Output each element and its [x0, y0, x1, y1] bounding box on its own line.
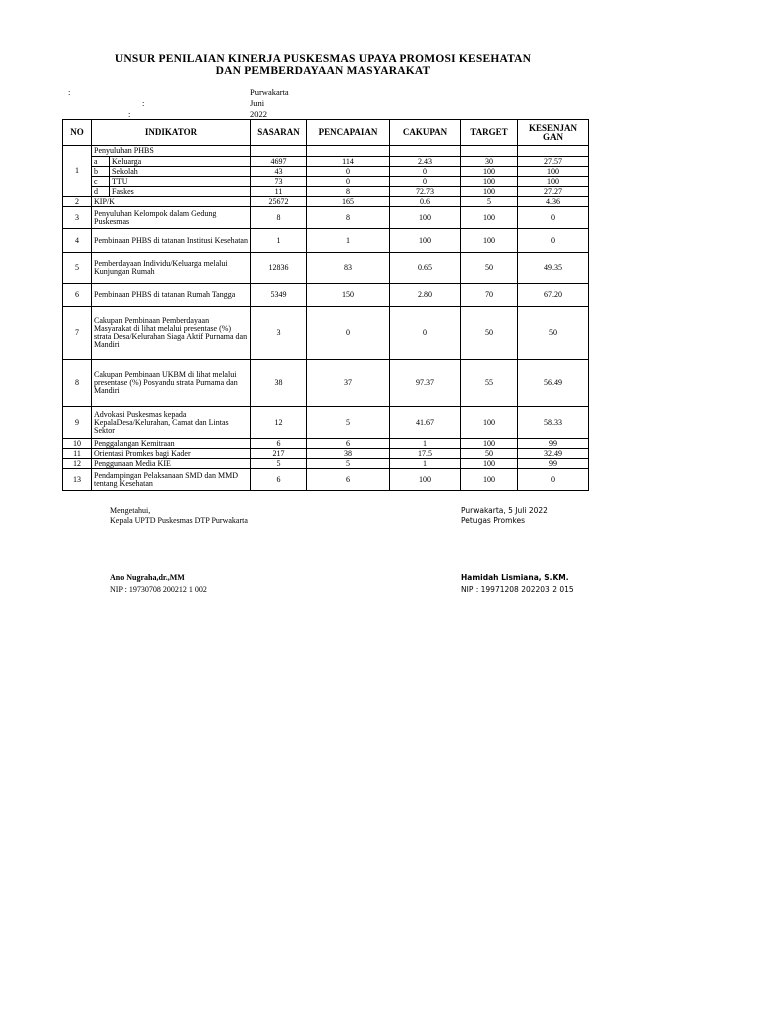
cell-sasaran: 38 — [251, 360, 307, 407]
table-row — [63, 177, 589, 187]
cell-no: 10 — [63, 439, 92, 449]
cell-sasaran: 11 — [251, 187, 307, 197]
cell-pencapaian: 0 — [307, 307, 390, 360]
cell-cakupan: 41.67 — [390, 407, 461, 439]
cell-no: 5 — [63, 253, 92, 284]
signature-right-name: Hamidah Lismiana, S.KM. — [461, 573, 569, 582]
cell-cakupan: 0 — [390, 177, 461, 187]
cell-pencapaian: 5 — [307, 459, 390, 469]
meta-colon-3: : — [128, 109, 131, 119]
cell-kesenjangan: 100 — [518, 167, 589, 177]
cell-no: 12 — [63, 459, 92, 469]
cell-target: 50 — [461, 449, 518, 459]
cell-no: 1 — [63, 146, 92, 197]
cell-sasaran: 5 — [251, 459, 307, 469]
cell-kesenjangan: 0 — [518, 207, 589, 229]
cell-sasaran: 217 — [251, 449, 307, 459]
cell-kesenjangan: 49.35 — [518, 253, 589, 284]
cell-indikator: Pemberdayaan Individu/Keluarga melalui Kunjungan Rumah — [92, 253, 251, 284]
cell-cakupan: 17.5 — [390, 449, 461, 459]
cell-target: 100 — [461, 459, 518, 469]
cell-no: 7 — [63, 307, 92, 360]
signature-left-nip: NIP : 19730708 200212 1 002 — [110, 585, 207, 594]
table-row — [63, 157, 589, 167]
cell-pencapaian: 8 — [307, 187, 390, 197]
cell-target: 100 — [461, 439, 518, 449]
cell-group-title: Penyuluhan PHBS — [92, 146, 251, 157]
cell-sasaran: 73 — [251, 177, 307, 187]
cell-letter: b — [92, 167, 110, 177]
signature-right-nip: NIP : 19971208 202203 2 015 — [461, 585, 574, 594]
cell-letter: a — [92, 157, 110, 167]
cell-target: 70 — [461, 284, 518, 307]
cell-pencapaian: 0 — [307, 177, 390, 187]
cell-kesenjangan: 50 — [518, 307, 589, 360]
cell-no: 13 — [63, 469, 92, 491]
meta-colon-1: : — [68, 87, 71, 97]
cell-kesenjangan: 100 — [518, 177, 589, 187]
table-row — [63, 307, 589, 360]
cell-kesenjangan: 27.57 — [518, 157, 589, 167]
signature-left-name: Ano Nugraha,dr.,MM — [110, 573, 185, 582]
cell-indikator: Cakupan Pembinaan Pemberdayaan Masyarakat di lihat melalui presentase (%) strata Desa/Kelurahan Siaga Aktif Purnama dan Mandiri — [92, 307, 251, 360]
cell-sasaran: 12 — [251, 407, 307, 439]
cell-target: 100 — [461, 407, 518, 439]
cell-indikator: Penyuluhan Kelompok dalam Gedung Puskesmas — [92, 207, 251, 229]
cell-sasaran: 4697 — [251, 157, 307, 167]
cell-sasaran: 43 — [251, 167, 307, 177]
table-row — [63, 459, 589, 469]
cell-no: 3 — [63, 207, 92, 229]
cell-indikator: Orientasi Promkes bagi Kader — [92, 449, 251, 459]
cell-target: 100 — [461, 469, 518, 491]
cell-sasaran: 5349 — [251, 284, 307, 307]
table-row — [63, 253, 589, 284]
cell-sasaran: 8 — [251, 207, 307, 229]
cell-no: 9 — [63, 407, 92, 439]
cell-pencapaian: 8 — [307, 207, 390, 229]
cell-kesenjangan: 56.49 — [518, 360, 589, 407]
cell-sasaran: 3 — [251, 307, 307, 360]
cell-cakupan: 0.65 — [390, 253, 461, 284]
cell-cakupan: 100 — [390, 469, 461, 491]
title-line-2: DAN PEMBERDAYAAN MASYARAKAT — [215, 65, 431, 77]
cell-target: 55 — [461, 360, 518, 407]
table-row — [63, 207, 589, 229]
header-kesenjangan: KESENJAN GAN — [518, 120, 589, 146]
title-line-1: UNSUR PENILAIAN KINERJA PUSKESMAS UPAYA PROMOSI KESEHATAN — [114, 53, 532, 65]
header-target: TARGET — [461, 120, 518, 146]
cell-kesenjangan: 58.33 — [518, 407, 589, 439]
cell-indikator: Pembinaan PHBS di tatanan Institusi Kesehatan — [92, 229, 251, 253]
cell-pencapaian: 0 — [307, 167, 390, 177]
cell-indikator: Keluarga — [110, 157, 251, 167]
cell-indikator: Sekolah — [110, 167, 251, 177]
cell-target: 100 — [461, 167, 518, 177]
signature-right-line1: Purwakarta, 5 Juli 2022 — [461, 506, 548, 515]
cell-target: 50 — [461, 253, 518, 284]
signature-right — [461, 506, 548, 526]
meta-year: 2022 — [250, 109, 267, 119]
cell-indikator: Faskes — [110, 187, 251, 197]
table-row — [63, 167, 589, 177]
cell-cakupan: 0.6 — [390, 197, 461, 207]
cell-pencapaian: 114 — [307, 157, 390, 167]
cell-pencapaian: 5 — [307, 407, 390, 439]
table-row — [63, 197, 589, 207]
cell-kesenjangan: 0 — [518, 229, 589, 253]
table-row — [63, 360, 589, 407]
cell-target: 50 — [461, 307, 518, 360]
cell-indikator: Advokasi Puskesmas kepada KepalaDesa/Kelurahan, Camat dan Lintas Sektor — [92, 407, 251, 439]
table-row — [63, 449, 589, 459]
table-header-row — [63, 120, 589, 146]
cell-indikator: KIP/K — [92, 197, 251, 207]
cell-no: 2 — [63, 197, 92, 207]
cell-no: 11 — [63, 449, 92, 459]
meta-colon-2: : — [142, 98, 145, 108]
cell-cakupan: 100 — [390, 229, 461, 253]
cell-sasaran: 12836 — [251, 253, 307, 284]
cell-cakupan: 1 — [390, 439, 461, 449]
cell-pencapaian: 38 — [307, 449, 390, 459]
cell-no: 6 — [63, 284, 92, 307]
cell-pencapaian: 6 — [307, 439, 390, 449]
cell-cakupan: 1 — [390, 459, 461, 469]
cell-indikator: Pembinaan PHBS di tatanan Rumah Tangga — [92, 284, 251, 307]
cell-sasaran: 6 — [251, 469, 307, 491]
header-sasaran: SASARAN — [251, 120, 307, 146]
cell-kesenjangan: 0 — [518, 469, 589, 491]
cell-cakupan: 2.43 — [390, 157, 461, 167]
cell-pencapaian: 150 — [307, 284, 390, 307]
signature-left-line1: Mengetahui, — [110, 506, 151, 515]
signature-left-line2: Kepala UPTD Puskesmas DTP Purwakarta — [110, 516, 248, 525]
cell-no: 8 — [63, 360, 92, 407]
cell-indikator: Cakupan Pembinaan UKBM di lihat melalui presentase (%) Posyandu strata Purnama dan Mandiri — [92, 360, 251, 407]
cell-letter: c — [92, 177, 110, 187]
header-indikator: INDIKATOR — [92, 120, 251, 146]
cell-cakupan: 0 — [390, 167, 461, 177]
cell-target: 30 — [461, 157, 518, 167]
table-row — [63, 469, 589, 491]
cell-pencapaian: 165 — [307, 197, 390, 207]
meta-location: Purwakarta — [250, 87, 289, 97]
cell-kesenjangan: 32.49 — [518, 449, 589, 459]
cell-pencapaian: 1 — [307, 229, 390, 253]
table-row — [63, 284, 589, 307]
cell-indikator: Penggalangan Kemitraan — [92, 439, 251, 449]
cell-no: 4 — [63, 229, 92, 253]
cell-indikator: TTU — [110, 177, 251, 187]
header-no: NO — [63, 120, 92, 146]
cell-sasaran: 1 — [251, 229, 307, 253]
cell-sasaran: 6 — [251, 439, 307, 449]
cell-cakupan: 2.80 — [390, 284, 461, 307]
signature-left — [110, 506, 248, 526]
cell-kesenjangan: 99 — [518, 459, 589, 469]
cell-cakupan: 97.37 — [390, 360, 461, 407]
cell-kesenjangan: 67.20 — [518, 284, 589, 307]
header-pencapaian: PENCAPAIAN — [307, 120, 390, 146]
document-title — [80, 53, 566, 77]
header-cakupan: CAKUPAN — [390, 120, 461, 146]
cell-kesenjangan: 27.27 — [518, 187, 589, 197]
table-row — [63, 229, 589, 253]
cell-target: 5 — [461, 197, 518, 207]
cell-target: 100 — [461, 177, 518, 187]
cell-indikator: Pendampingan Pelaksanaan SMD dan MMD tentang Kesehatan — [92, 469, 251, 491]
cell-kesenjangan: 4.36 — [518, 197, 589, 207]
cell-pencapaian: 6 — [307, 469, 390, 491]
table-row — [63, 407, 589, 439]
cell-cakupan: 100 — [390, 207, 461, 229]
meta-month: Juni — [250, 98, 265, 108]
table-row — [63, 439, 589, 449]
cell-target: 100 — [461, 207, 518, 229]
cell-target: 100 — [461, 187, 518, 197]
cell-kesenjangan: 99 — [518, 439, 589, 449]
cell-sasaran: 25672 — [251, 197, 307, 207]
cell-pencapaian: 83 — [307, 253, 390, 284]
performance-table — [62, 119, 589, 491]
table-row — [63, 187, 589, 197]
cell-letter: d — [92, 187, 110, 197]
table-row — [63, 146, 589, 157]
cell-target: 100 — [461, 229, 518, 253]
cell-cakupan: 0 — [390, 307, 461, 360]
cell-cakupan: 72.73 — [390, 187, 461, 197]
cell-pencapaian: 37 — [307, 360, 390, 407]
signature-right-line2: Petugas Promkes — [461, 516, 526, 525]
cell-indikator: Penggunaan Media KIE — [92, 459, 251, 469]
